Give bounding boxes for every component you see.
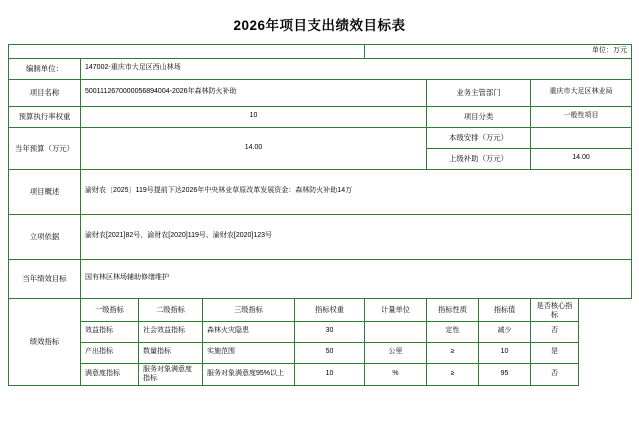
cell-nature: ≥ — [427, 342, 479, 363]
project-category-value: 一般性项目 — [531, 106, 632, 127]
unit-note-row — [9, 45, 632, 59]
this-level-value — [531, 127, 632, 148]
cell-level3: 服务对象满意度95%以上 — [203, 363, 295, 386]
col-header-nature: 指标性质 — [427, 298, 479, 321]
cell-weight: 50 — [295, 342, 365, 363]
row-compile-unit — [9, 58, 632, 79]
cell-level3: 森林火灾隐患 — [203, 321, 295, 342]
project-overview-value: 渝财农〔2025〕119号提前下达2026年中央林业草原改革发展资金：森林防火补助14万 — [81, 169, 632, 214]
row-project-overview — [9, 169, 632, 214]
cell-value: 10 — [479, 342, 531, 363]
col-header-level2: 二级指标 — [139, 298, 203, 321]
cell-core: 否 — [531, 321, 579, 342]
cell-core: 否 — [531, 363, 579, 386]
col-header-level3: 三级指标 — [203, 298, 295, 321]
table-row — [9, 363, 632, 386]
year-goal-value: 国有林区林场辅助修缮维护 — [81, 259, 632, 298]
year-budget-label: 当年预算（万元） — [9, 127, 81, 169]
project-overview-label: 项目概述 — [9, 169, 81, 214]
upper-subsidy-value: 14.00 — [531, 148, 632, 169]
cell-unit — [365, 321, 427, 342]
row-year-goal — [9, 259, 632, 298]
performance-goal-table — [8, 44, 632, 386]
compile-unit-label: 编制单位： — [9, 58, 81, 79]
cell-level2: 社会效益指标 — [139, 321, 203, 342]
cell-value: 减少 — [479, 321, 531, 342]
cell-level1: 产出指标 — [81, 342, 139, 363]
basis-value: 渝财农[2021]82号、渝财农[2020]119号、渝财农[2020]123号 — [81, 214, 632, 259]
cell-core: 是 — [531, 342, 579, 363]
row-this-level — [9, 127, 632, 148]
cell-weight: 10 — [295, 363, 365, 386]
cell-nature: 定性 — [427, 321, 479, 342]
cell-value: 95 — [479, 363, 531, 386]
competent-dept-label: 业务主管部门 — [427, 79, 531, 106]
row-basis — [9, 214, 632, 259]
col-header-core: 是否核心指标 — [531, 298, 579, 321]
budget-exec-rate-value: 10 — [81, 106, 427, 127]
basis-label: 立项依据 — [9, 214, 81, 259]
upper-subsidy-label: 上级补助（万元） — [427, 148, 531, 169]
this-level-label: 本级安排（万元） — [427, 127, 531, 148]
cell-nature: ≥ — [427, 363, 479, 386]
budget-exec-rate-label: 预算执行率权重 — [9, 106, 81, 127]
col-header-weight: 指标权重 — [295, 298, 365, 321]
cell-level2: 服务对象满意度指标 — [139, 363, 203, 386]
row-budget-exec-rate — [9, 106, 632, 127]
unit-note: 单位：万元 — [365, 45, 632, 59]
year-budget-value: 14.00 — [81, 127, 427, 169]
cell-level1: 满意度指标 — [81, 363, 139, 386]
perf-indicator-label: 绩效指标 — [9, 298, 81, 386]
page-title: 2026年项目支出绩效目标表 — [233, 18, 406, 33]
row-project-name — [9, 79, 632, 106]
table-row — [9, 321, 632, 342]
project-category-label: 项目分类 — [427, 106, 531, 127]
compile-unit-value: 147002-重庆市大足区西山林场 — [81, 58, 632, 79]
col-header-level1: 一级指标 — [81, 298, 139, 321]
cell-level1: 效益指标 — [81, 321, 139, 342]
year-goal-label: 当年绩效目标 — [9, 259, 81, 298]
col-header-value: 指标值 — [479, 298, 531, 321]
project-name-label: 项目名称 — [9, 79, 81, 106]
col-header-unit: 计量单位 — [365, 298, 427, 321]
cell-unit: 公里 — [365, 342, 427, 363]
table-row — [9, 342, 632, 363]
row-indicator-headers — [9, 298, 632, 321]
cell-unit: % — [365, 363, 427, 386]
competent-dept-value: 重庆市大足区林业局 — [531, 79, 632, 106]
cell-level3: 实施范围 — [203, 342, 295, 363]
cell-level2: 数量指标 — [139, 342, 203, 363]
cell-weight: 30 — [295, 321, 365, 342]
project-name-value: 5001112670000056894004-2026年森林防火补助 — [81, 79, 427, 106]
